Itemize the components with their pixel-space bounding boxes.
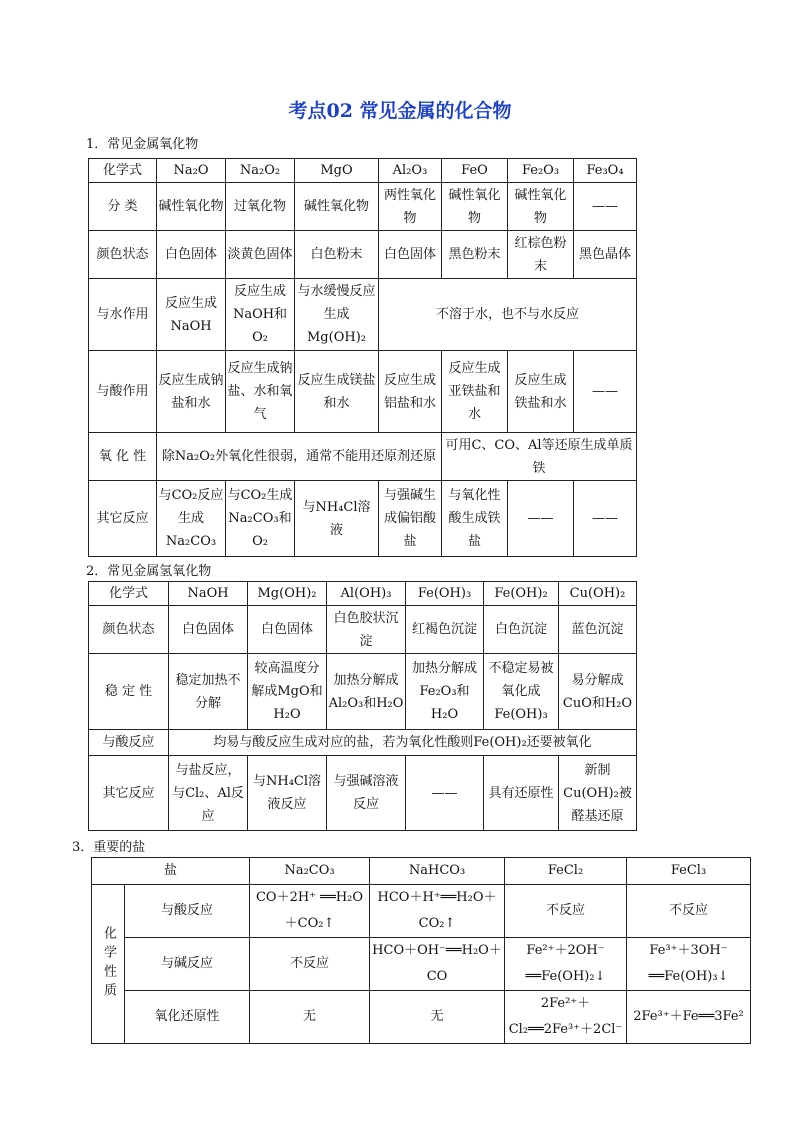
- oxide-row-header: 颜色状态: [89, 231, 157, 279]
- section-heading-oxides: 1．常见金属氧化物: [86, 137, 199, 152]
- hydroxide-cell: Cu(OH)₂: [559, 582, 637, 606]
- hydroxide-cell: Fe(OH)₃: [406, 582, 484, 606]
- oxide-cell: 与强碱生成偏铝酸盐: [379, 481, 442, 557]
- hydroxide-cell: Fe(OH)₂: [484, 582, 559, 606]
- oxide-cell: 除Na₂O₂外氧化性很弱，通常不能用还原剂还原: [157, 433, 442, 481]
- oxide-cell: ——: [508, 481, 574, 557]
- oxide-cell: 碱性氧化物: [508, 183, 574, 231]
- oxide-cell: 与水缓慢反应生成Mg(OH)₂: [295, 279, 379, 351]
- metal-oxides-table: [88, 158, 637, 557]
- oxide-row-header: 与酸作用: [89, 351, 157, 433]
- oxide-row-header: 氧 化 性: [89, 433, 157, 481]
- salt-row-header: 氧化还原性: [125, 991, 250, 1044]
- oxide-cell: FeO: [442, 159, 508, 183]
- hydroxide-cell: 与盐反应，与Cl₂、Al反应: [169, 756, 248, 831]
- important-salts-table: [91, 857, 751, 1044]
- oxide-cell: 与氧化性酸生成铁盐: [442, 481, 508, 557]
- salt-cell: 2Fe³⁺＋Fe══3Fe²: [627, 991, 751, 1044]
- hydroxide-cell: Mg(OH)₂: [248, 582, 327, 606]
- oxide-row: [89, 351, 637, 433]
- hydroxide-cell: ——: [406, 756, 484, 831]
- salt-cell: 不反应: [505, 885, 627, 938]
- section-heading-hydroxides: 2．常见金属氢氧化物: [86, 564, 212, 579]
- hydroxide-row: [89, 730, 637, 756]
- oxide-cell: 反应生成钠盐、水和氧气: [226, 351, 295, 433]
- oxide-cell: 白色固体: [157, 231, 226, 279]
- salt-header-cell: 盐: [92, 858, 250, 885]
- hydroxide-cell: 白色沉淀: [484, 606, 559, 654]
- hydroxide-cell: Al(OH)₃: [327, 582, 406, 606]
- oxide-row: [89, 433, 637, 481]
- oxide-cell: 反应生成铁盐和水: [508, 351, 574, 433]
- oxide-cell: 碱性氧化物: [157, 183, 226, 231]
- hydroxide-row-header: 其它反应: [89, 756, 169, 831]
- oxide-cell: Fe₃O₄: [574, 159, 637, 183]
- oxide-cell: 红棕色粉末: [508, 231, 574, 279]
- hydroxide-row: [89, 606, 637, 654]
- oxide-cell: 碱性氧化物: [442, 183, 508, 231]
- oxide-cell: 白色粉末: [295, 231, 379, 279]
- salt-cell: 2Fe²⁺＋Cl₂══2Fe³⁺＋2Cl⁻: [505, 991, 627, 1044]
- salt-header-cell: FeCl₃: [627, 858, 751, 885]
- hydroxide-row-header: 化学式: [89, 582, 169, 606]
- hydroxide-cell: 白色固体: [248, 606, 327, 654]
- salt-cell: Fe²⁺＋2OH⁻ ══Fe(OH)₂↓: [505, 938, 627, 991]
- oxide-row-header: 其它反应: [89, 481, 157, 557]
- oxide-cell: 反应生成镁盐和水: [295, 351, 379, 433]
- page-title: 考点02 常见金属的化合物: [288, 100, 512, 122]
- hydroxide-row-header: 颜色状态: [89, 606, 169, 654]
- oxide-cell: 与CO₂反应生成Na₂CO₃: [157, 481, 226, 557]
- oxide-cell: ——: [574, 481, 637, 557]
- hydroxide-row: [89, 756, 637, 831]
- hydroxide-cell: 与强碱溶液反应: [327, 756, 406, 831]
- oxide-row: [89, 279, 637, 351]
- oxide-cell: 反应生成铝盐和水: [379, 351, 442, 433]
- oxide-row-header: 分 类: [89, 183, 157, 231]
- metal-hydroxides-table: [88, 581, 637, 831]
- hydroxide-row: [89, 654, 637, 730]
- salt-cell: 不反应: [250, 938, 370, 991]
- hydroxide-cell: 白色胶状沉淀: [327, 606, 406, 654]
- oxide-cell: 反应生成亚铁盐和水: [442, 351, 508, 433]
- salt-header-row: [92, 858, 751, 885]
- oxide-cell: 反应生成钠盐和水: [157, 351, 226, 433]
- hydroxide-cell: 新制Cu(OH)₂被醛基还原: [559, 756, 637, 831]
- salt-row-header: 与酸反应: [125, 885, 250, 938]
- section-heading-salts: 3．重要的盐: [72, 840, 146, 855]
- oxide-cell: 与NH₄Cl溶液: [295, 481, 379, 557]
- oxide-cell: Na₂O₂: [226, 159, 295, 183]
- salt-header-cell: Na₂CO₃: [250, 858, 370, 885]
- hydroxide-cell: 白色固体: [169, 606, 248, 654]
- oxide-cell: 与CO₂生成Na₂CO₃和O₂: [226, 481, 295, 557]
- salt-cell: CO＋2H⁺ ══H₂O＋CO₂↑: [250, 885, 370, 938]
- hydroxide-row-header: 稳 定 性: [89, 654, 169, 730]
- oxide-cell: 不溶于水，也不与水反应: [379, 279, 637, 351]
- salt-cell: HCO＋OH⁻══H₂O＋CO: [370, 938, 505, 991]
- oxide-cell: Al₂O₃: [379, 159, 442, 183]
- oxide-cell: Fe₂O₃: [508, 159, 574, 183]
- oxide-row-header: 化学式: [89, 159, 157, 183]
- oxide-cell: 两性氧化物: [379, 183, 442, 231]
- oxide-row: [89, 183, 637, 231]
- hydroxide-cell: NaOH: [169, 582, 248, 606]
- hydroxide-cell: 较高温度分解成MgO和H₂O: [248, 654, 327, 730]
- chemical-properties-label: 化学性质: [92, 885, 125, 1044]
- salt-cell: 不反应: [627, 885, 751, 938]
- oxide-cell: 淡黄色固体: [226, 231, 295, 279]
- oxide-row: [89, 159, 637, 183]
- oxide-cell: 反应生成NaOH: [157, 279, 226, 351]
- oxide-cell: 反应生成NaOH和O₂: [226, 279, 295, 351]
- oxide-cell: 可用C、CO、Al等还原生成单质铁: [442, 433, 637, 481]
- hydroxide-cell: 与NH₄Cl溶液反应: [248, 756, 327, 831]
- oxide-cell: 黑色晶体: [574, 231, 637, 279]
- oxide-cell: 碱性氧化物: [295, 183, 379, 231]
- hydroxide-cell: 易分解成CuO和H₂O: [559, 654, 637, 730]
- oxide-cell: 白色固体: [379, 231, 442, 279]
- hydroxide-cell: 蓝色沉淀: [559, 606, 637, 654]
- hydroxide-cell: 稳定加热不分解: [169, 654, 248, 730]
- hydroxide-cell: 不稳定易被氧化成Fe(OH)₃: [484, 654, 559, 730]
- salt-header-cell: FeCl₂: [505, 858, 627, 885]
- hydroxide-cell: 加热分解成Fe₂O₃和H₂O: [406, 654, 484, 730]
- salt-row: [92, 885, 751, 938]
- oxide-cell: Na₂O: [157, 159, 226, 183]
- hydroxide-cell: 红褐色沉淀: [406, 606, 484, 654]
- salt-cell: HCO＋H⁺══H₂O＋CO₂↑: [370, 885, 505, 938]
- salt-row: [92, 991, 751, 1044]
- hydroxide-cell: 具有还原性: [484, 756, 559, 831]
- oxide-cell: MgO: [295, 159, 379, 183]
- oxide-cell: ——: [574, 351, 637, 433]
- oxide-cell: 过氧化物: [226, 183, 295, 231]
- salt-header-cell: NaHCO₃: [370, 858, 505, 885]
- salt-cell: Fe³⁺＋3OH⁻ ══Fe(OH)₃↓: [627, 938, 751, 991]
- hydroxide-cell: 均易与酸反应生成对应的盐，若为氧化性酸则Fe(OH)₂还要被氧化: [169, 730, 637, 756]
- oxide-cell: 黑色粉末: [442, 231, 508, 279]
- oxide-cell: ——: [574, 183, 637, 231]
- oxide-row: [89, 481, 637, 557]
- salt-row: [92, 938, 751, 991]
- salt-row-header: 与碱反应: [125, 938, 250, 991]
- oxide-row-header: 与水作用: [89, 279, 157, 351]
- salt-cell: 无: [250, 991, 370, 1044]
- salt-cell: 无: [370, 991, 505, 1044]
- oxide-row: [89, 231, 637, 279]
- hydroxide-cell: 加热分解成Al₂O₃和H₂O: [327, 654, 406, 730]
- hydroxide-row-header: 与酸反应: [89, 730, 169, 756]
- hydroxide-row: [89, 582, 637, 606]
